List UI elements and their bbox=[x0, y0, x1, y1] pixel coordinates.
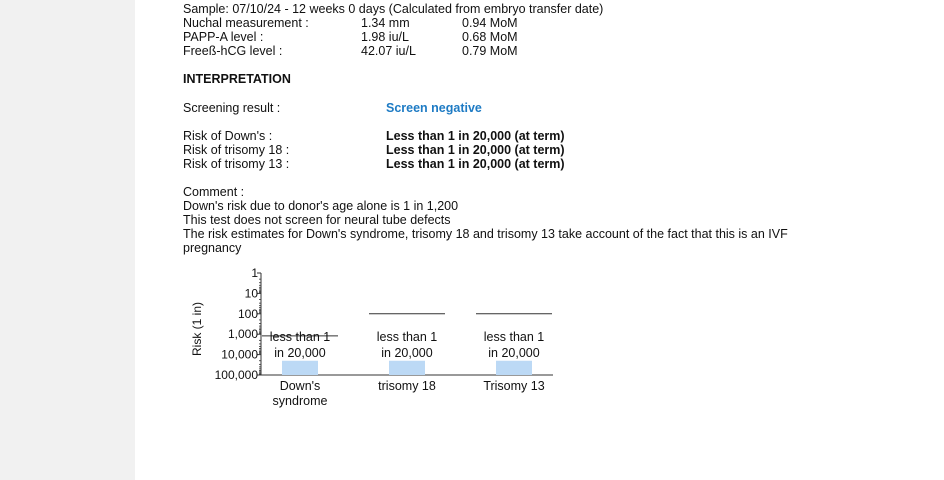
screening-label: Screening result : bbox=[183, 101, 281, 115]
bar-label: in 20,000 bbox=[381, 346, 433, 360]
comment-line: This test does not screen for neural tube defects bbox=[183, 213, 451, 227]
nuchal-value: 1.34 mm bbox=[361, 16, 410, 30]
bar-label: in 20,000 bbox=[274, 346, 326, 360]
y-tick-label: 1,000 bbox=[227, 327, 258, 342]
hcg-mom: 0.79 MoM bbox=[462, 44, 518, 58]
category-label: syndrome bbox=[272, 394, 328, 408]
bar-label: less than 1 bbox=[376, 330, 438, 344]
interpretation-heading: INTERPRETATION bbox=[183, 72, 291, 86]
hcg-label: Freeß-hCG level : bbox=[183, 44, 283, 58]
bar-label: less than 1 bbox=[483, 330, 545, 344]
bar-label: less than 1 bbox=[269, 330, 331, 344]
y-tick-label: 1 bbox=[251, 266, 258, 280]
category-label: Trisomy 13 bbox=[483, 379, 545, 393]
screening-result: Screen negative bbox=[386, 101, 482, 115]
risk-t13-label: Risk of trisomy 13 : bbox=[183, 157, 290, 171]
risk-bar bbox=[389, 361, 425, 375]
category-label: trisomy 18 bbox=[378, 379, 436, 393]
pappa-mom: 0.68 MoM bbox=[462, 30, 518, 44]
sample-line: Sample: 07/10/24 - 12 weeks 0 days (Calculated from embryo transfer date) bbox=[183, 2, 604, 16]
hcg-value: 42.07 iu/L bbox=[361, 44, 416, 58]
y-tick-label: 100,000 bbox=[214, 368, 258, 382]
y-tick-label: 10 bbox=[244, 286, 258, 301]
report-page bbox=[135, 0, 944, 480]
y-tick-label: 10,000 bbox=[221, 347, 258, 362]
comment-line: pregnancy bbox=[183, 241, 242, 255]
y-axis-label: Risk (1 in) bbox=[190, 301, 204, 357]
nuchal-mom: 0.94 MoM bbox=[462, 16, 518, 30]
risk-downs-value: Less than 1 in 20,000 (at term) bbox=[386, 129, 565, 143]
risk-bar bbox=[282, 361, 318, 375]
risk-downs-label: Risk of Down's : bbox=[183, 129, 273, 143]
y-tick-label: 100 bbox=[237, 306, 258, 321]
risk-bar bbox=[496, 361, 532, 375]
pappa-value: 1.98 iu/L bbox=[361, 30, 409, 44]
risk-t18-label: Risk of trisomy 18 : bbox=[183, 143, 290, 157]
risk-chart bbox=[135, 0, 944, 480]
nuchal-label: Nuchal measurement : bbox=[183, 16, 309, 30]
bar-label: in 20,000 bbox=[488, 346, 540, 360]
comment-line: The risk estimates for Down's syndrome, trisomy 18 and trisomy 13 take account of the fact that this is an IVF bbox=[183, 227, 788, 241]
category-label: Down's bbox=[279, 379, 321, 393]
comment-line: Down's risk due to donor's age alone is 1 in 1,200 bbox=[183, 199, 459, 213]
risk-t13-value: Less than 1 in 20,000 (at term) bbox=[386, 157, 565, 171]
risk-t18-value: Less than 1 in 20,000 (at term) bbox=[386, 143, 565, 157]
comment-heading: Comment : bbox=[183, 185, 245, 199]
pappa-label: PAPP-A level : bbox=[183, 30, 264, 44]
